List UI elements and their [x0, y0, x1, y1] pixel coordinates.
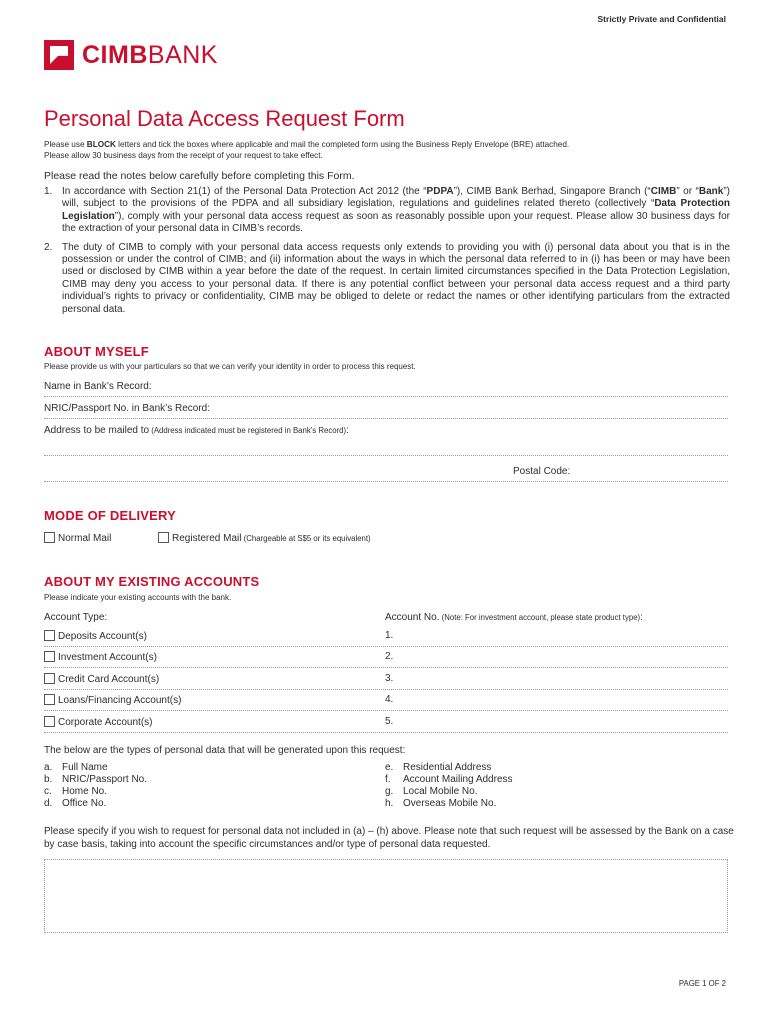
cimb-logo-icon — [44, 40, 74, 70]
name-field[interactable] — [160, 381, 728, 395]
note-1-bold: PDPA — [426, 186, 454, 197]
account-no-field[interactable] — [385, 716, 393, 727]
registered-mail-option[interactable] — [158, 532, 371, 544]
intro-bold: BLOCK — [86, 140, 116, 149]
data-type-label: Full Name — [62, 762, 108, 773]
loans-checkbox[interactable] — [44, 694, 55, 705]
cimb-logo — [44, 40, 218, 70]
nric-field[interactable] — [228, 403, 728, 417]
investment-checkbox[interactable] — [44, 651, 55, 662]
account-type-option[interactable] — [44, 694, 181, 706]
data-types-lead: The below are the types of personal data that will be generated upon this request: — [44, 745, 406, 756]
account-type-header: Account Type: — [44, 612, 108, 623]
address-field-label — [44, 425, 349, 436]
intro-text — [44, 139, 734, 161]
postal-code-field[interactable] — [580, 466, 728, 480]
intro-post: letters and tick the boxes where applicable and mail the completed form using the Business Reply Envelope (BRE) attached. — [115, 140, 570, 149]
data-type-label: Overseas Mobile No. — [403, 798, 497, 809]
accounts-subtitle: Please indicate your existing accounts with the bank. — [44, 593, 232, 602]
registered-mail-label: Registered Mail — [172, 533, 242, 544]
logo-light-text: BANK — [147, 41, 218, 69]
deposits-checkbox[interactable] — [44, 630, 55, 641]
note-1 — [44, 186, 730, 236]
data-type-letter: e. — [385, 762, 394, 773]
data-type-item — [44, 762, 147, 774]
accounts-title: ABOUT MY EXISTING ACCOUNTS — [44, 574, 260, 589]
account-no-index: 1. — [385, 630, 394, 641]
address-note: (Address indicated must be registered in Bank’s Record) — [149, 426, 347, 435]
note-1-part: ” or “ — [676, 186, 699, 197]
corporate-checkbox[interactable] — [44, 716, 55, 727]
account-type-option[interactable] — [44, 651, 157, 663]
notes-list — [44, 186, 730, 322]
data-type-label: Home No. — [62, 786, 108, 797]
address-field-line-2 — [44, 481, 728, 482]
account-row-line — [44, 667, 728, 668]
address-field-line-1 — [44, 455, 728, 456]
page-number: PAGE 1 OF 2 — [678, 979, 726, 988]
note-1-bold: Bank — [698, 186, 724, 197]
data-type-label: Account Mailing Address — [403, 774, 513, 785]
address-label-text: Address to be mailed to — [44, 425, 150, 436]
data-type-item — [385, 798, 513, 810]
note-2 — [44, 242, 730, 316]
data-type-item — [44, 786, 147, 798]
note-2-number: 2. — [44, 241, 53, 253]
account-no-field[interactable] — [385, 673, 393, 684]
name-field-label: Name in Bank’s Record: — [44, 381, 152, 392]
account-type-label: Investment Account(s) — [58, 652, 157, 663]
specify-input-box[interactable] — [44, 859, 728, 933]
data-type-item — [44, 798, 147, 810]
account-no-field[interactable] — [385, 694, 393, 705]
data-type-letter: a. — [44, 762, 53, 773]
account-no-header — [385, 612, 643, 623]
note-1-number: 1. — [44, 186, 53, 197]
registered-mail-checkbox[interactable] — [158, 532, 169, 543]
normal-mail-checkbox[interactable] — [44, 532, 55, 543]
account-no-field[interactable] — [385, 630, 393, 641]
data-type-label: Residential Address — [403, 762, 492, 773]
about-myself-subtitle: Please provide us with your particulars so that we can verify your identity in order to process this request. — [44, 362, 416, 371]
note-2-text: The duty of CIMB to comply with your personal data access requests only extends to providing you with (i) personal data about you that is in the possession or under the control of CIMB; and (ii) information about the ways in which the personal data referred to in (i) has been or may have been used or disclosed by CIMB within a year before the date of the request. In certain limited circumstances specified in the Data Protection Legislation, CIMB may deny you access to your personal data. If there is any potential conflict between your personal data access request and a third party individual’s rights to privacy or confidentiality, CIMB may be obliged to delete or redact the names or other identifying particulars from the extracted personal data. — [62, 241, 730, 315]
confidential-label: Strictly Private and Confidential — [597, 14, 726, 24]
account-type-option[interactable] — [44, 673, 159, 685]
data-type-letter: h. — [385, 798, 394, 809]
nric-field-line — [44, 418, 728, 419]
nric-field-label: NRIC/Passport No. in Bank’s Record: — [44, 403, 210, 414]
account-type-label: Corporate Account(s) — [58, 717, 153, 728]
data-type-item — [44, 774, 147, 786]
data-type-label: NRIC/Passport No. — [62, 774, 148, 785]
credit-card-checkbox[interactable] — [44, 673, 55, 684]
data-type-letter: f. — [385, 774, 391, 785]
data-type-item — [385, 762, 513, 774]
data-type-label: Local Mobile No. — [403, 786, 478, 797]
data-type-letter: b. — [44, 774, 53, 785]
specify-text: Please specify if you wish to request for personal data not included in (a) – (h) above. Please note that such request will be assessed by the Bank on a case by case basis, taking into account the specific circumstances and/or type of personal data requested. — [44, 826, 734, 850]
data-type-label: Office No. — [62, 798, 107, 809]
notes-lead: Please read the notes below carefully before completing this Form. — [44, 170, 355, 182]
page-title: Personal Data Access Request Form — [44, 106, 405, 131]
note-1-bold: CIMB — [650, 186, 677, 197]
account-type-option[interactable] — [44, 630, 147, 642]
data-type-letter: g. — [385, 786, 394, 797]
address-colon: : — [346, 425, 349, 436]
account-no-index: 2. — [385, 651, 394, 662]
logo-wordmark — [82, 40, 218, 70]
intro-pre: Please use — [44, 140, 87, 149]
about-myself-title: ABOUT MYSELF — [44, 344, 149, 359]
note-1-part: ”) will, subject to the provisions of the PDPA and all subsidiary legislation, regulations and guidelines related thereto (collectively “ — [62, 186, 730, 210]
data-types-right — [385, 762, 513, 810]
normal-mail-option[interactable] — [44, 532, 111, 544]
account-no-field[interactable] — [385, 651, 393, 662]
account-type-label: Loans/Financing Account(s) — [58, 695, 182, 706]
account-type-label: Deposits Account(s) — [58, 631, 147, 642]
account-no-index: 4. — [385, 694, 394, 705]
data-type-letter: c. — [44, 786, 52, 797]
note-1-part: ”), comply with your personal data access request as soon as reasonably possible upon your request. Please allow 30 business days for the extraction of your personal data in CIMB’s records. — [62, 210, 730, 235]
note-1-bold: Data Protection Legislation — [62, 198, 731, 222]
account-no-colon: : — [640, 612, 643, 623]
account-row-line — [44, 689, 728, 690]
note-1-part: In accordance with Section 21(1) of the Personal Data Protection Act 2012 (the “ — [62, 186, 427, 197]
postal-code-label: Postal Code: — [513, 466, 571, 477]
data-type-item — [385, 786, 513, 798]
account-no-index: 3. — [385, 673, 394, 684]
account-no-note: (Note: For investment account, please state product type) — [439, 613, 641, 622]
data-type-item — [385, 774, 513, 786]
account-row-line — [44, 732, 728, 733]
name-field-line — [44, 396, 728, 397]
delivery-title: MODE OF DELIVERY — [44, 508, 177, 523]
account-row-line — [44, 710, 728, 711]
intro-line2: Please allow 30 business days from the receipt of your request to take effect. — [44, 151, 323, 160]
account-type-label: Credit Card Account(s) — [58, 674, 160, 685]
registered-mail-note: (Chargeable at S$5 or its equivalent) — [241, 534, 371, 543]
logo-bold-text: CIMB — [82, 41, 148, 69]
account-no-index: 5. — [385, 716, 394, 727]
account-no-header-text: Account No. — [385, 612, 440, 623]
note-1-part: ”), CIMB Bank Berhad, Singapore Branch (“ — [453, 186, 651, 197]
account-row-line — [44, 646, 728, 647]
account-type-option[interactable] — [44, 716, 153, 728]
data-types-left — [44, 762, 147, 810]
normal-mail-label: Normal Mail — [58, 533, 112, 544]
data-type-letter: d. — [44, 798, 53, 809]
